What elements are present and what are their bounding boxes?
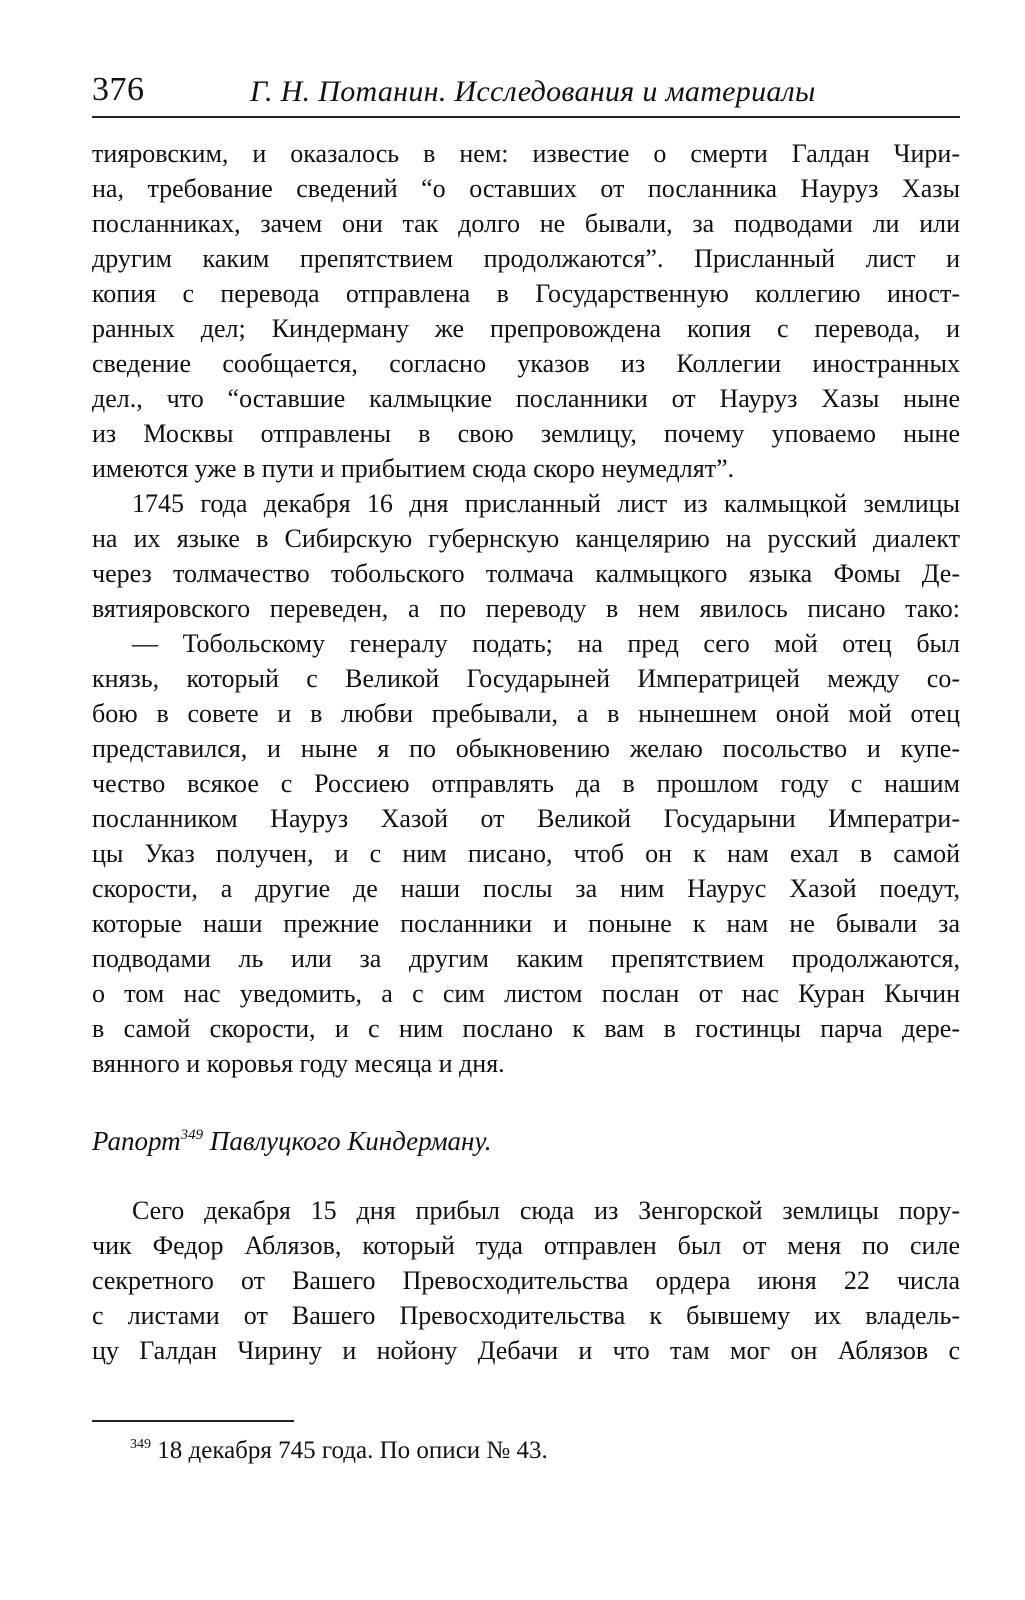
text-line: вянного и коровья году месяца и дня. (92, 1049, 505, 1078)
paragraph-3 (92, 626, 960, 1081)
paragraph-2 (92, 486, 960, 626)
section-spacer (92, 1159, 960, 1193)
text-line: в самой скорости, и с ним послано к вам в гостинцы парча дере- (92, 1014, 960, 1043)
page-number: 376 (92, 71, 145, 108)
running-head (92, 68, 960, 118)
text-line: через толмачество тобольского толмача калмыцкого языка Фомы Де- (92, 559, 960, 588)
text-line: чик Федор Аблязов, который туда отправлен был от меня по силе (92, 1231, 960, 1260)
footnote-divider (92, 1420, 294, 1422)
text-line: копия с перевода отправлена в Государственную коллегию иност- (92, 279, 960, 308)
text-line: цы Указ получен, и с ним писано, чтоб он к нам ехал в самой (92, 839, 960, 868)
text-line: князь, который с Великой Государыней Императрицей между со- (92, 664, 960, 693)
text-line: секретного от Вашего Превосходительства ордера июня 22 числа (92, 1266, 960, 1295)
paragraph-1 (92, 136, 960, 486)
text-line: на их языке в Сибирскую губернскую канцелярию на русский диалект (92, 524, 960, 553)
section-heading-text: Павлуцкого Киндерману. (203, 1126, 492, 1156)
text-line: вятияровского переведен, а по переводу в нем явилось писано тако: (92, 594, 960, 623)
text-line: из Москвы отправлены в свою землицу, почему уповаемо ныне (92, 419, 960, 448)
text-line: другим каким препятствием продолжаются”. Присланный лист и (92, 244, 960, 273)
text-line: о том нас уведомить, а с сим листом послан от нас Куран Кычин (92, 979, 960, 1008)
text-line: представился, и ныне я по обыкновению желаю посольство и купе- (92, 734, 960, 763)
section-heading-text: Рапорт (92, 1126, 181, 1156)
text-line: которые наши прежние посланники и поныне к нам не бывали за (92, 909, 960, 938)
body-text (92, 136, 960, 1368)
section-heading (92, 1123, 960, 1159)
text-line: с листами от Вашего Превосходительства к бывшему их владель- (92, 1301, 960, 1330)
footnote-reference: 349 (180, 1127, 204, 1143)
section-spacer (92, 1081, 960, 1115)
text-line: — Тобольскому генералу подать; на пред сего мой отец был (132, 629, 960, 658)
text-line: на, требование сведений “о оставших от посланника Науруз Хазы (92, 174, 960, 203)
text-line: бою в совете и в любви пребывали, а в нынешнем оной мой отец (92, 699, 960, 728)
footnote-number: 349 (130, 1437, 151, 1452)
text-line: посланниках, зачем они так долго не бывали, за подводами ли или (92, 209, 960, 238)
text-line: сведение сообщается, согласно указов из Коллегии иностранных (92, 349, 960, 378)
text-line: Сего декабря 15 дня прибыл сюда из Зенгорской землицы пору- (132, 1196, 960, 1225)
paragraph-4 (92, 1193, 960, 1368)
footnote-text: 18 декабря 745 года. По описи № 43. (151, 1437, 548, 1464)
text-line: 1745 года декабря 16 дня присланный лист из калмыцкой землицы (132, 489, 960, 518)
text-line: посланником Науруз Хазой от Великой Государыни Императри- (92, 804, 960, 833)
text-line: чество всякое с Россиею отправлять да в прошлом году с нашим (92, 769, 960, 798)
text-line: дел., что “оставшие калмыцкие посланники от Науруз Хазы ныне (92, 384, 960, 413)
text-line: тияровским, и оказалось в нем: известие о смерти Галдан Чири- (92, 139, 960, 168)
text-line: имеются уже в пути и прибытием сюда скоро неумедлят”. (92, 454, 735, 483)
footnote (130, 1434, 548, 1468)
running-title: Г. Н. Потанин. Исследования и материалы (250, 75, 816, 108)
text-line: ранных дел; Киндерману же препровождена копия с перевода, и (92, 314, 960, 343)
text-line: скорости, а другие де наши послы за ним Наурус Хазой поедут, (92, 874, 960, 903)
text-line: подводами ль или за другим каким препятствием продолжаются, (92, 944, 960, 973)
text-line: цу Галдан Чирину и нойону Дебачи и что там мог он Аблязов с (92, 1336, 960, 1365)
